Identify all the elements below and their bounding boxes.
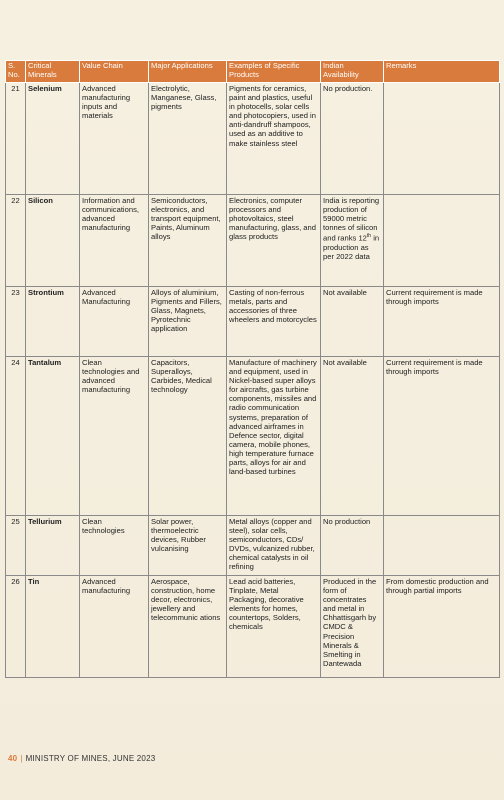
cell-products: Casting of non-ferrous metals, parts and accessories of three wheelers and motorcycles [227, 287, 321, 357]
cell-mineral: Tantalum [26, 357, 80, 516]
cell-remarks: From domestic production and through partial imports [384, 576, 500, 678]
cell-products: Manufacture of machinery and equipment, used in Nickel-based super alloys for aircrafts, gas turbine components, missiles and radio communication systems, preparation of advanced airframes in Defence sector, digital camera, mobile phones, high temperature furnace parts, alloys for air and land-based turbines [227, 357, 321, 516]
cell-availability: No production. [321, 83, 384, 195]
cell-availability: No production [321, 516, 384, 576]
header-availability: Indian Availability [321, 61, 384, 83]
cell-sno: 25 [6, 516, 26, 576]
table-row [6, 357, 500, 516]
cell-sno: 23 [6, 287, 26, 357]
cell-availability: India is reporting production of 59000 metric tonnes of silicon and ranks 12th in production as per 2022 data [321, 195, 384, 287]
table-row [6, 516, 500, 576]
cell-mineral: Silicon [26, 195, 80, 287]
cell-remarks [384, 516, 500, 576]
cell-remarks: Current requirement is made through imports [384, 287, 500, 357]
cell-applications: Electrolytic, Manganese, Glass, pigments [149, 83, 227, 195]
table-row [6, 576, 500, 678]
header-sno: S. No. [6, 61, 26, 83]
cell-value-chain: Clean technologies [80, 516, 149, 576]
cell-value-chain: Information and communications, advanced manufacturing [80, 195, 149, 287]
cell-sno: 24 [6, 357, 26, 516]
header-applications: Major Applications [149, 61, 227, 83]
table-row [6, 287, 500, 357]
header-remarks: Remarks [384, 61, 500, 83]
footer-separator: | [20, 754, 23, 763]
cell-mineral: Tellurium [26, 516, 80, 576]
cell-applications: Aerospace, construction, home decor, electronics, jewellery and telecommunic ations [149, 576, 227, 678]
cell-mineral: Selenium [26, 83, 80, 195]
table-row [6, 195, 500, 287]
critical-minerals-table [5, 60, 500, 678]
cell-remarks [384, 195, 500, 287]
cell-sno: 22 [6, 195, 26, 287]
cell-applications: Capacitors, Superalloys, Carbides, Medical technology [149, 357, 227, 516]
cell-applications: Semiconductors, electronics, and transport equipment, Paints, Aluminum alloys [149, 195, 227, 287]
cell-products: Metal alloys (copper and steel), solar cells, semiconductors, CDs/ DVDs, vulcanized rubber, chemical catalysts in oil refining [227, 516, 321, 576]
cell-products: Pigments for ceramics, paint and plastics, useful in photocells, solar cells and photocopiers, used in anti-dandruff shampoos, used as an additive to make stainless steel [227, 83, 321, 195]
cell-sno: 26 [6, 576, 26, 678]
cell-value-chain: Advanced manufacturing inputs and materials [80, 83, 149, 195]
cell-remarks [384, 83, 500, 195]
cell-value-chain: Advanced Manufacturing [80, 287, 149, 357]
cell-products: Lead acid batteries, Tinplate, Metal Packaging, decorative elements for homes, countertops, Solders, chemicals [227, 576, 321, 678]
cell-availability: Not available [321, 357, 384, 516]
footer-text: MINISTRY OF MINES, JUNE 2023 [25, 754, 156, 763]
page-number: 40 [8, 754, 18, 763]
cell-mineral: Strontium [26, 287, 80, 357]
cell-remarks: Current requirement is made through imports [384, 357, 500, 516]
cell-value-chain: Clean technologies and advanced manufacturing [80, 357, 149, 516]
page-footer [8, 754, 155, 763]
cell-availability: Not available [321, 287, 384, 357]
cell-sno: 21 [6, 83, 26, 195]
table-row [6, 83, 500, 195]
header-value-chain: Value Chain [80, 61, 149, 83]
table-header-row [6, 61, 500, 83]
header-products: Examples of Specific Products [227, 61, 321, 83]
cell-applications: Solar power, thermoelectric devices, Rubber vulcanising [149, 516, 227, 576]
cell-products: Electronics, computer processors and photovoltaics, steel manufacturing, glass, and glass products [227, 195, 321, 287]
header-mineral: Critical Minerals [26, 61, 80, 83]
cell-mineral: Tin [26, 576, 80, 678]
cell-availability: Produced in the form of concentrates and metal in Chhattisgarh by CMDC & Precision Minerals & Smelting in Dantewada [321, 576, 384, 678]
cell-applications: Alloys of aluminium, Pigments and Fillers, Glass, Magnets, Pyrotechnic application [149, 287, 227, 357]
cell-value-chain: Advanced manufacturing [80, 576, 149, 678]
